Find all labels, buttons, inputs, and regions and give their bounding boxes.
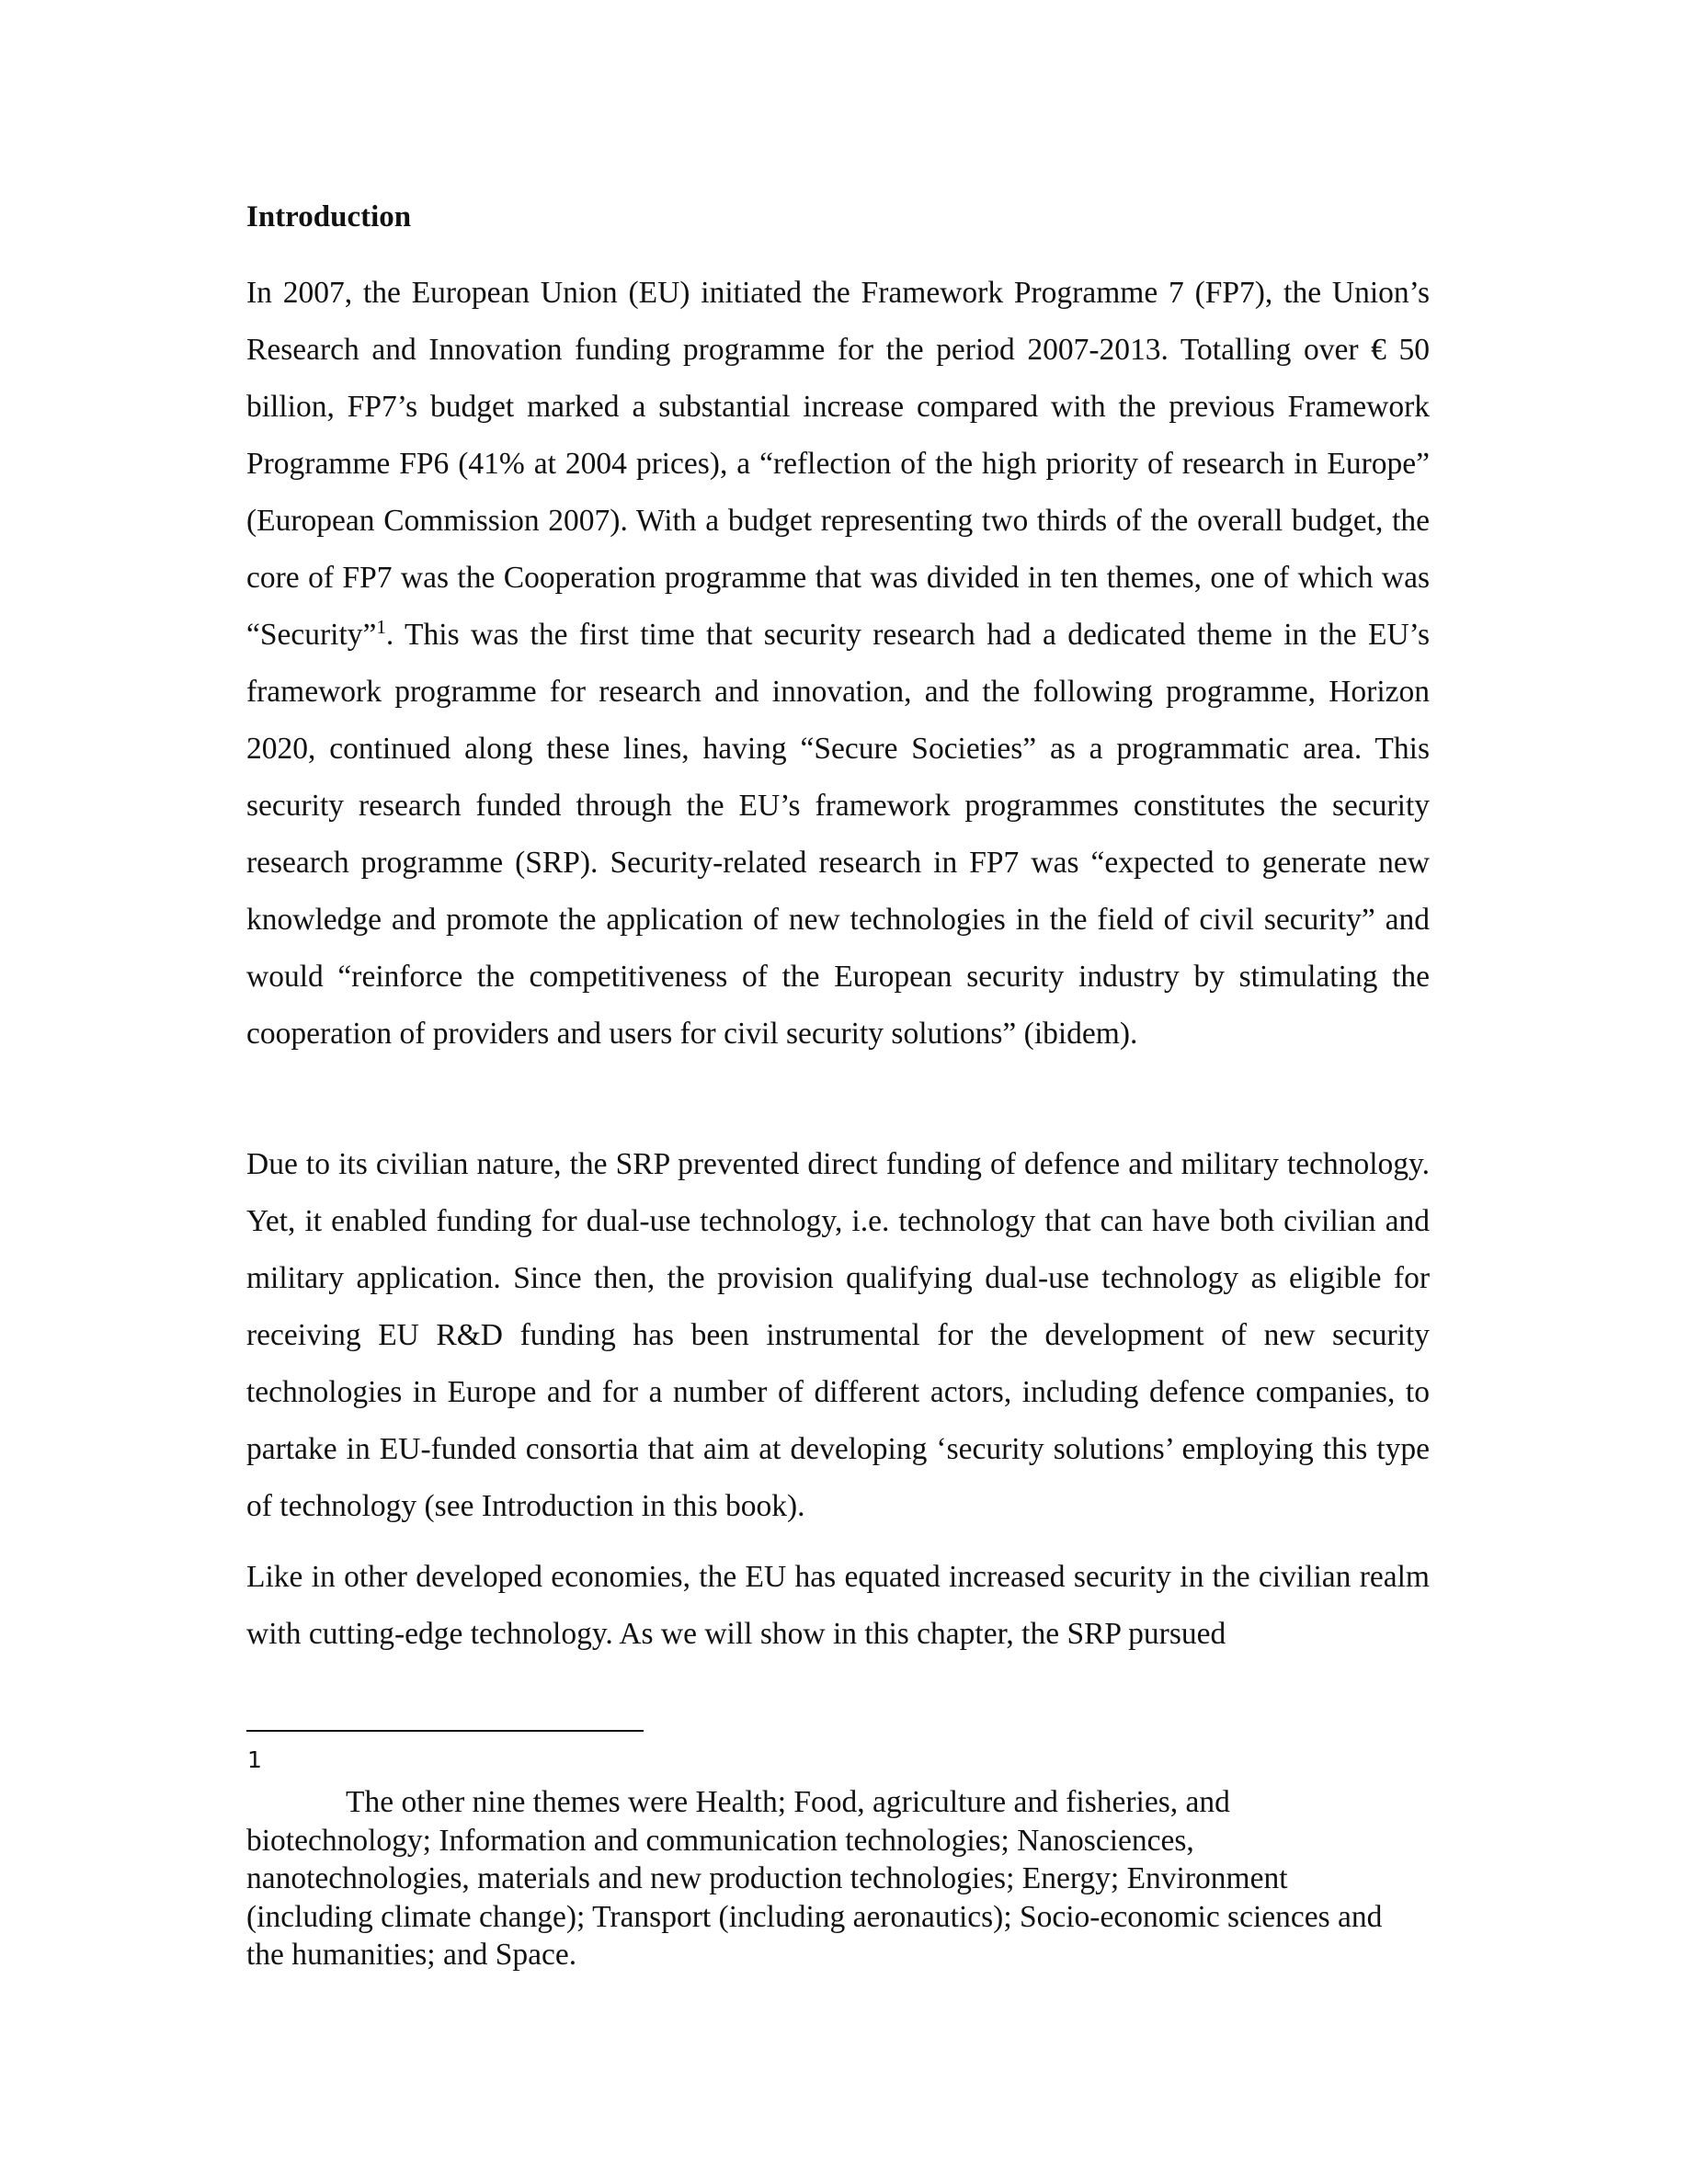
paragraph-1-text-b: . This was the first time that security research had a dedicated theme in the EU’s framework programme for research and innovation, and the following programme, Horizon 2020, continued along these lines, having “Secure Societies” as a programmatic area. This security research funded through the EU’s framework programmes constitutes the security research programme (SRP). Security-related research in FP7 was “expected to generate new knowledge and promote the application of new technologies in the field of civil security” and would “reinforce the competitiveness of the European security industry by stimulating the cooperation of providers and users for civil security solutions” (ibidem). — [246, 618, 1430, 1051]
section-heading: Introduction — [246, 200, 412, 233]
paragraph-1-text-a: In 2007, the European Union (EU) initiated the Framework Programme 7 (FP7), the Union’s Research and Innovation funding programme for the period 2007-2013. Totalling over € 50 billion, FP7’s budget marked a substantial increase compared with the previous Framework Programme FP6 (41% at 2004 prices), a “reflection of the high priority of research in Europe” (European Commission 2007). With a budget representing two thirds of the overall budget, the core of FP7 was the Cooperation programme that was divided in ten themes, one of which was “Security” — [246, 276, 1430, 652]
paragraph-3: Like in other developed economies, the EU has equated increased security in the civilian realm with cutting-edge technology. As we will show in this chapter, the SRP pursued — [246, 1560, 1430, 1651]
footnote-number: 1 — [247, 1746, 262, 1773]
paragraph-1 — [246, 265, 1430, 1063]
footnote-reference: 1 — [376, 615, 386, 638]
footnote-text: The other nine themes were Health; Food, agriculture and fisheries, and biotechnology; Information and communication technologies; Nanosciences, nanotechnologies, materials and new production technologies; Energy; Environment (including climate change); Transport (including aeronautics); Socio-economic sciences and the humanities; and Space. — [246, 1785, 1383, 1972]
footnote-separator — [246, 1730, 644, 1732]
paragraph-2: Due to its civilian nature, the SRP prevented direct funding of defence and military technology. Yet, it enabled funding for dual-use technology, i.e. technology that can have both civilian and military application. Since then, the provision qualifying dual-use technology as eligible for receiving EU R&D funding has been instrumental for the development of new security technologies in Europe and for a number of different actors, including defence companies, to partake in EU-funded consortia that aim at developing ‘security solutions’ employing this type of technology (see Introduction in this book). — [246, 1147, 1430, 1523]
